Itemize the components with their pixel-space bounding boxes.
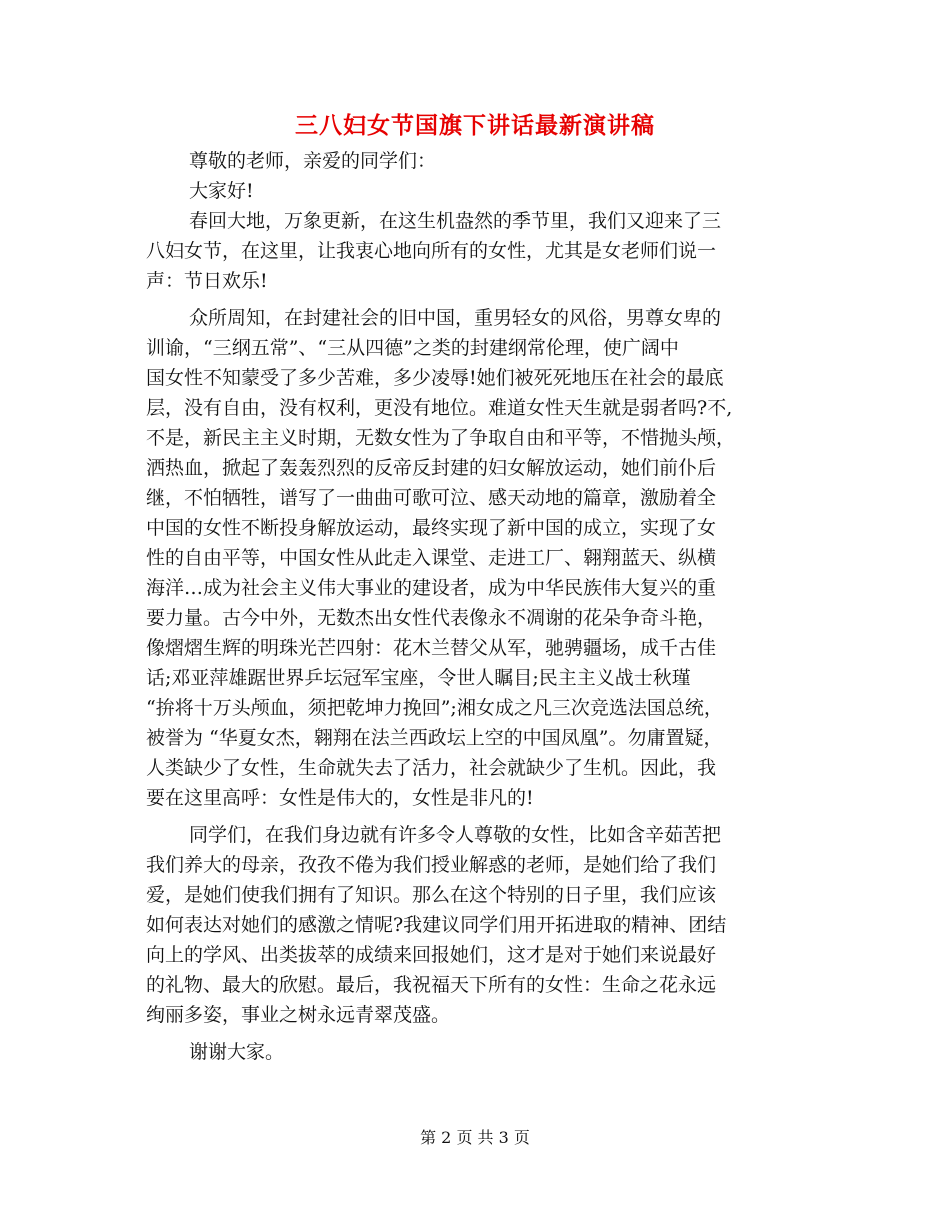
paragraph-line: 海洋…成为社会主义伟大事业的建设者，成为中华民族伟大复兴的重 xyxy=(146,577,717,599)
greeting-line: 尊敬的老师，亲爱的同学们： xyxy=(189,150,437,172)
paragraph-line: 性的自由平等，中国女性从此走入课堂、走进工厂、翱翔蓝天、纵横 xyxy=(146,547,717,569)
paragraph-line: 同学们，在我们身边就有许多令人尊敬的女性，比如含辛茹苦把 xyxy=(189,824,722,846)
paragraph-line: 爱，是她们使我们拥有了知识。那么在这个特别的日子里，我们应该 xyxy=(146,884,717,906)
document-title: 三八妇女节国旗下讲话最新演讲稿 xyxy=(295,113,655,139)
document-body xyxy=(146,146,806,1067)
paragraph-line: 如何表达对她们的感激之情呢?我建议同学们用开拓进取的精神、团结 xyxy=(146,914,727,936)
paragraph-line: 继，不怕牺牲，谱写了一曲曲可歌可泣、感天动地的篇章，激励着全 xyxy=(146,487,717,509)
paragraph-line: 八妇女节，在这里，让我衷心地向所有的女性，尤其是女老师们说一 xyxy=(146,240,717,262)
paragraph-line: 被誉为 “华夏女杰，翱翔在法兰西政坛上空的中国凤凰”。勿庸置疑， xyxy=(146,727,723,749)
paragraph-line: 要在这里高呼：女性是伟大的，女性是非凡的! xyxy=(146,787,534,809)
paragraph-line: 训谕，“三纲五常”、“三从四德”之类的封建纲常伦理，使广阔中 xyxy=(146,337,679,359)
paragraph-line: 层，没有自由，没有权利，更没有地位。难道女性天生就是弱者吗?不, xyxy=(146,397,733,419)
paragraph-line: 众所周知，在封建社会的旧中国，重男轻女的风俗，男尊女卑的 xyxy=(189,307,722,329)
paragraph-line: 我们养大的母亲，孜孜不倦为我们授业解惑的老师，是她们给了我们 xyxy=(146,854,717,876)
paragraph-line: 不是，新民主主义时期，无数女性为了争取自由和平等，不惜抛头颅， xyxy=(146,427,736,449)
closing-line: 谢谢大家。 xyxy=(189,1041,285,1063)
paragraph-line: 中国的女性不断投身解放运动，最终实现了新中国的成立，实现了女 xyxy=(146,517,717,539)
paragraph-line: 像熠熠生辉的明珠光芒四射：花木兰替父从军，驰骋疆场，成千古佳 xyxy=(146,637,717,659)
page-footer: 第 2 页 共 3 页 xyxy=(420,1128,530,1147)
hello-line: 大家好! xyxy=(189,180,254,202)
paragraph-line: 的礼物、最大的欣慰。最后，我祝福天下所有的女性：生命之花永远 xyxy=(146,974,717,996)
paragraph-line: 春回大地，万象更新，在这生机盎然的季节里，我们又迎来了三 xyxy=(189,210,722,232)
paragraph-line: 国女性不知蒙受了多少苦难，多少凌辱!她们被死死地压在社会的最底 xyxy=(146,367,724,389)
paragraph-line: “拚将十万头颅血，须把乾坤力挽回”;湘女成之凡三次竞选法国总统， xyxy=(146,697,723,719)
paragraph-line: 话;邓亚萍雄踞世界乒坛冠军宝座，令世人瞩目;民主主义战士秋瑾 xyxy=(146,667,691,689)
paragraph-line: 洒热血，掀起了轰轰烈烈的反帝反封建的妇女解放运动，她们前仆后 xyxy=(146,457,717,479)
paragraph-line: 要力量。古今中外，无数杰出女性代表像永不凋谢的花朵争奇斗艳， xyxy=(146,607,717,629)
paragraph-line: 向上的学风、出类拔萃的成绩来回报她们，这才是对于她们来说最好 xyxy=(146,944,717,966)
paragraph-line: 绚丽多姿，事业之树永远青翠茂盛。 xyxy=(146,1004,451,1026)
paragraph-line: 声：节日欢乐! xyxy=(146,270,268,292)
paragraph-line: 人类缺少了女性，生命就失去了活力，社会就缺少了生机。因此，我 xyxy=(146,757,717,779)
